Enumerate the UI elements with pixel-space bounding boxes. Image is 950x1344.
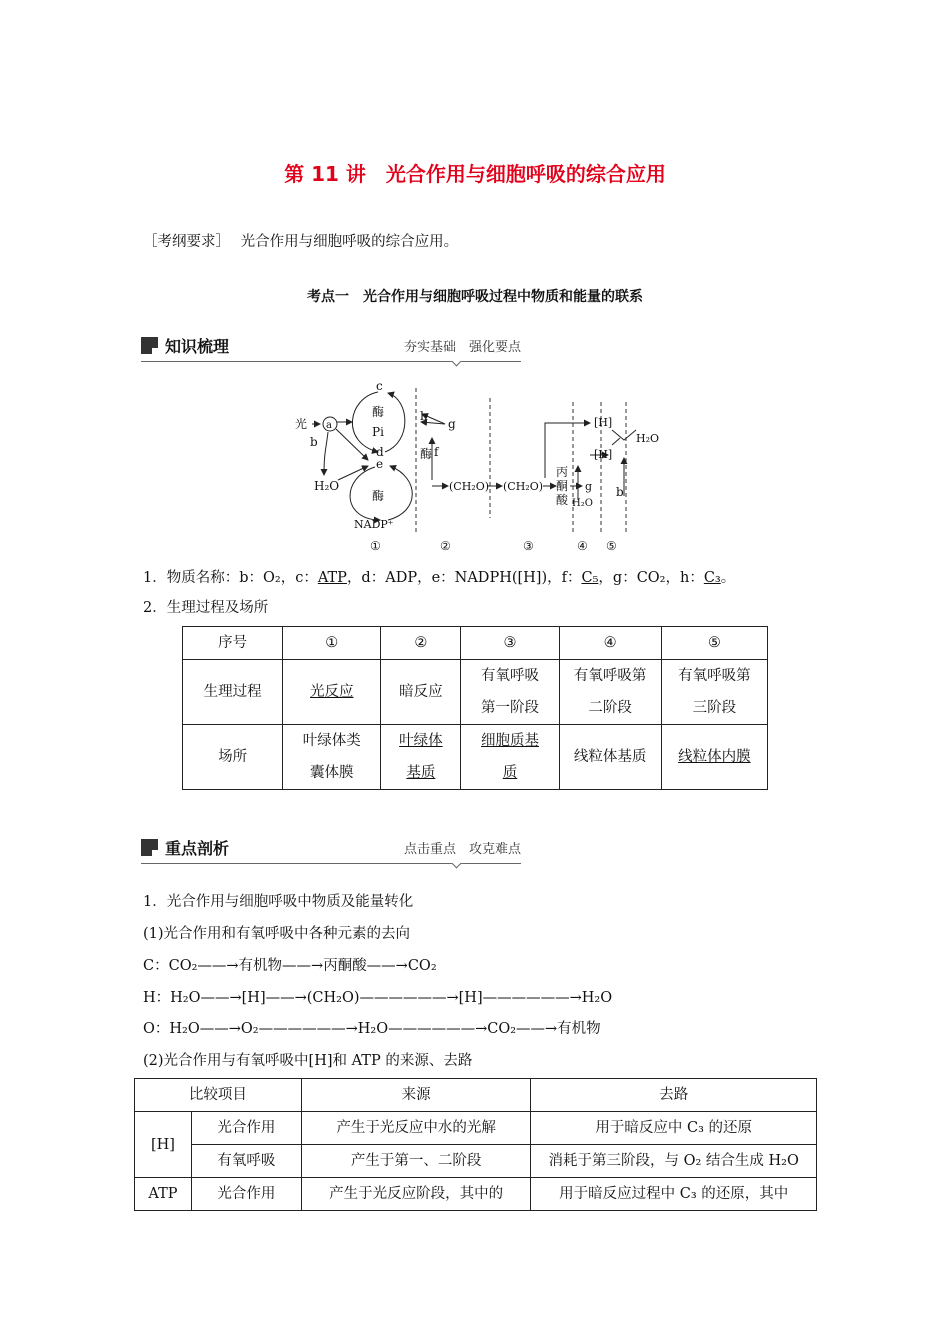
table-cell: 用于暗反应过程中 C₃ 的还原，其中 (531, 1178, 817, 1211)
table-row (135, 1145, 817, 1178)
table-cell: 生理过程 (183, 660, 283, 725)
exam-requirement (143, 230, 458, 251)
table-cell: ③ (461, 627, 559, 660)
label-n5: ⑤ (606, 539, 617, 553)
item1-prefix: 1．物质名称：b：O₂，c： (143, 570, 318, 586)
cell-text: 囊体膜 (309, 765, 354, 781)
table-cell: 产生于第一、二阶段 (301, 1145, 531, 1178)
label-light: 光 (295, 417, 308, 431)
table-row (183, 725, 768, 790)
label-d: d (376, 445, 384, 459)
text-line: H：H₂O——→[H]——→(CH₂O)——————→[H]——————→H₂O (143, 990, 613, 1006)
table-cell: 产生于光反应阶段，其中的 (301, 1178, 531, 1211)
section-tagline: 夯实基础 强化要点 (403, 340, 521, 355)
table-cell: 来源 (301, 1079, 531, 1112)
item1-f: C₅ (581, 570, 599, 586)
label-f: f (434, 445, 439, 459)
table-cell (559, 660, 661, 725)
label-h-bottom: [H] (594, 448, 613, 461)
text-line: (1)光合作用和有氧呼吸中各种元素的去向 (143, 926, 411, 942)
cell-text: 基质 (406, 765, 436, 781)
table-cell (661, 660, 767, 725)
table-cell: ⑤ (661, 627, 767, 660)
section-label: 知识梳理 (165, 337, 230, 356)
label-n2: ② (440, 539, 451, 553)
table-cell: ② (381, 627, 461, 660)
cell-text: 质 (502, 765, 518, 781)
table-cell: [H] (135, 1112, 192, 1178)
label-e: e (376, 457, 384, 471)
label-b-2: b (616, 485, 624, 499)
section-header-knowledge (141, 334, 521, 358)
label-nadp: NADP⁺ (354, 518, 394, 531)
label-ch2o-2: (CH₂O) (503, 480, 544, 493)
label-enzyme-top: 酶 (372, 405, 385, 419)
table-cell: ① (283, 627, 381, 660)
table-cell: 有氧呼吸 (191, 1145, 301, 1178)
label-g-2: g (585, 480, 593, 493)
section-rule (141, 863, 521, 864)
table-cell: 线粒体基质 (559, 725, 661, 790)
section-tagline: 点击重点 攻克难点 (403, 842, 521, 857)
cell-text: 有氧呼吸 (481, 668, 540, 684)
cell-text: 光反应 (309, 684, 354, 700)
label-h: h (420, 409, 428, 423)
table-row (135, 1079, 817, 1112)
label-water-2: H₂O (572, 498, 593, 509)
table-row (135, 1112, 817, 1145)
item1-end: 。 (720, 570, 736, 586)
label-h-top: [H] (594, 416, 613, 429)
cell-text: 三阶段 (692, 700, 737, 716)
label-suan: 酸 (556, 493, 569, 507)
table-cell: 比较项目 (135, 1079, 302, 1112)
label-enzyme-f: 酶 (420, 447, 433, 461)
cell-text: 有氧呼吸第 (573, 668, 647, 684)
label-c: c (376, 380, 383, 393)
table-row (183, 627, 768, 660)
label-enzyme-bottom: 酶 (372, 489, 385, 503)
comparison-table (134, 1078, 817, 1211)
table-cell: ATP (135, 1178, 192, 1211)
cell-text: 叶绿体类 (302, 733, 361, 749)
label-water: H₂O (314, 479, 340, 493)
text-line: 1．光合作用与细胞呼吸中物质及能量转化 (143, 894, 414, 910)
text-line: (2)光合作用与有氧呼吸中[H]和 ATP 的来源、去路 (143, 1053, 473, 1069)
label-a: a (326, 420, 332, 431)
text-line: O：H₂O——→O₂——————→H₂O——————→CO₂——→有机物 (143, 1021, 601, 1037)
table-cell (461, 725, 559, 790)
topic-heading: 考点一 光合作用与细胞呼吸过程中物质和能量的联系 (307, 289, 643, 305)
item1-c: ATP (317, 570, 347, 586)
cell-text: 二阶段 (588, 700, 632, 716)
item1-mid1: ，d：ADP，e：NADPH([H])，f： (346, 570, 582, 586)
item1-mid2: ，g：CO₂，h： (598, 570, 704, 586)
cell-text: 线粒体内膜 (678, 749, 751, 765)
section-label: 重点剖析 (165, 839, 230, 858)
label-b: b (310, 435, 318, 449)
table-cell: ④ (559, 627, 661, 660)
table-cell: 光合作用 (191, 1178, 301, 1211)
metabolism-diagram (290, 380, 670, 555)
requirement-tag: ［考纲要求］ (143, 234, 230, 250)
table-cell: 光合作用 (191, 1112, 301, 1145)
cell-text: 有氧呼吸第 (678, 668, 751, 684)
label-bing: 丙 (556, 465, 569, 479)
table-row (135, 1178, 817, 1211)
section-header-key-points (141, 836, 521, 860)
label-pi: Pi (372, 425, 384, 439)
table-cell: 用于暗反应中 C₃ 的还原 (531, 1112, 817, 1145)
label-water-3: H₂O (636, 432, 660, 445)
label-n3: ③ (523, 539, 534, 553)
cell-text: 细胞质基 (481, 733, 540, 749)
item-substance-names (143, 566, 735, 587)
label-n4: ④ (577, 539, 588, 553)
cell-text: 叶绿体 (399, 733, 443, 749)
table-cell (461, 660, 559, 725)
table-cell (283, 725, 381, 790)
table-cell: 暗反应 (381, 660, 461, 725)
table-row (183, 660, 768, 725)
label-g: g (448, 417, 456, 431)
label-ch2o-1: (CH₂O) (449, 480, 490, 493)
page-title: 第 11 讲 光合作用与细胞呼吸的综合应用 (284, 162, 666, 186)
cell-text: 第一阶段 (481, 700, 540, 716)
table-cell: 产生于光反应中水的光解 (301, 1112, 531, 1145)
section-square-icon (141, 337, 158, 354)
table-cell: 去路 (531, 1079, 817, 1112)
text-line: C：CO₂——→有机物——→丙酮酸——→CO₂ (143, 958, 437, 974)
table-cell (661, 725, 767, 790)
section-square-icon (141, 839, 158, 856)
process-table (182, 626, 768, 790)
section-rule (141, 361, 521, 362)
item-process-heading: 2．生理过程及场所 (143, 600, 269, 616)
label-tong: 酮 (556, 479, 569, 493)
label-n1: ① (370, 539, 381, 553)
requirement-text: 光合作用与细胞呼吸的综合应用。 (240, 234, 459, 250)
table-cell (283, 660, 381, 725)
section-notch (452, 357, 462, 367)
table-cell (381, 725, 461, 790)
table-cell: 序号 (183, 627, 283, 660)
item1-h: C₃ (703, 570, 721, 586)
section-notch (452, 859, 462, 869)
table-cell: 消耗于第三阶段，与 O₂ 结合生成 H₂O (531, 1145, 817, 1178)
table-cell: 场所 (183, 725, 283, 790)
